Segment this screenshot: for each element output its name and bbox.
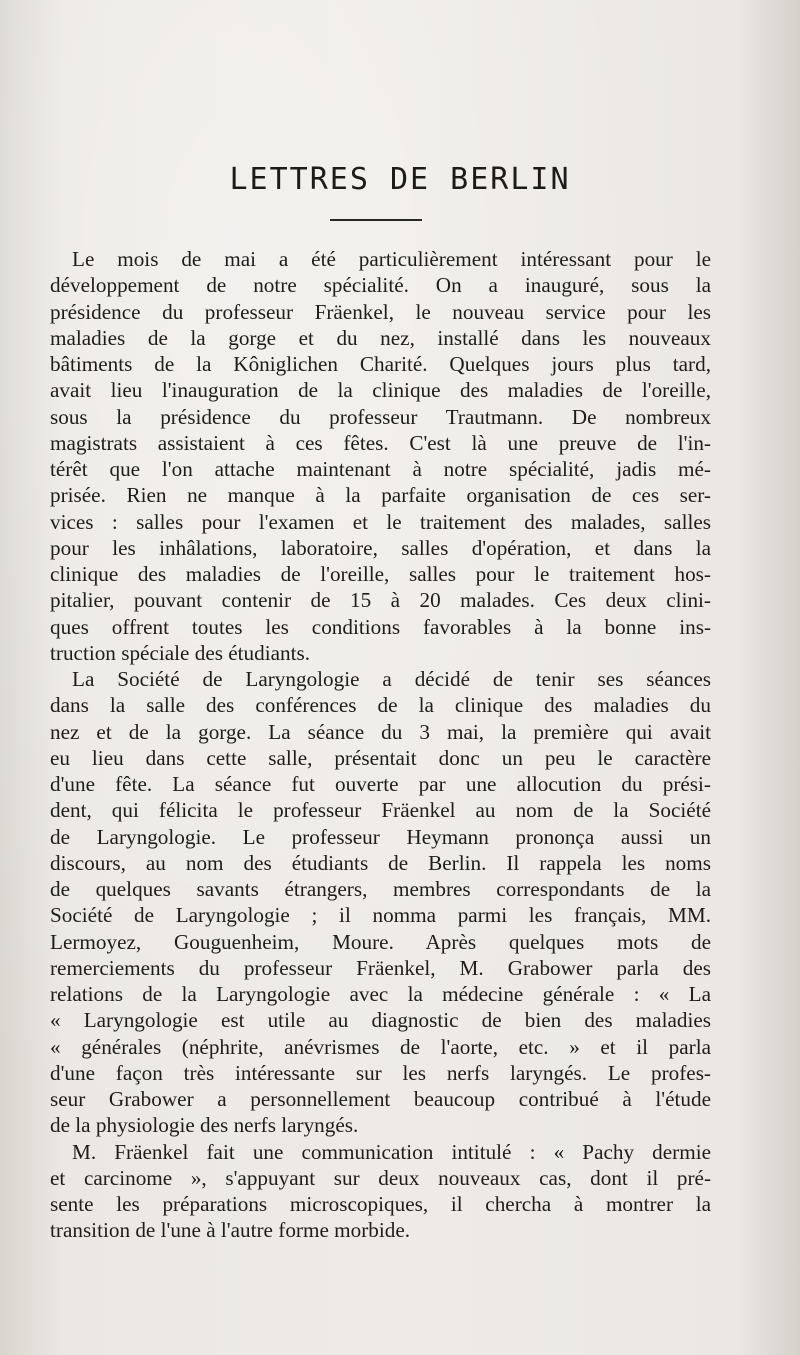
text-line: prisée. Rien ne manque à la parfaite organisation de ces ser- <box>50 483 711 508</box>
text-line: clinique des maladies de l'oreille, salles pour le traitement hos- <box>50 562 711 586</box>
text-line: dans la salle des conférences de la clinique des maladies du <box>50 693 711 718</box>
text-line: « Laryngologie est utile au diagnostic de bien des maladies <box>50 1008 711 1033</box>
text-line: présidence du professeur Fräenkel, le nouveau service pour les <box>50 299 711 324</box>
text-line: d'une fête. La séance fut ouverte par une allocution du prési- <box>50 772 711 796</box>
text-line: relations de la Laryngologie avec la médecine générale : « La <box>50 982 711 1006</box>
text-line: maladies de la gorge et du nez, installé dans les nouveaux <box>50 325 711 350</box>
text-line: Lermoyez, Gouguenheim, Moure. Après quelques mots de <box>50 929 711 954</box>
paragraph-2 <box>50 666 711 1139</box>
paragraph-1 <box>50 246 711 666</box>
text-line: sente les préparations microscopiques, il chercha à montrer la <box>50 1192 711 1216</box>
text-line: « générales (néphrite, anévrismes de l'aorte, etc. » et il parla <box>50 1034 711 1059</box>
text-line: nez et de la gorge. La séance du 3 mai, la première qui avait <box>50 719 711 744</box>
text-line: pour les inhâlations, laboratoire, salles d'opération, et dans la <box>50 535 711 560</box>
text-line: remerciements du professeur Fräenkel, M. Grabower parla des <box>50 955 711 980</box>
text-line: ques offrent toutes les conditions favorables à la bonne ins- <box>50 614 711 639</box>
text-line: vices : salles pour l'examen et le traitement des malades, salles <box>50 509 711 534</box>
text-line: Le mois de mai a été particulièrement intéressant pour le <box>72 247 711 271</box>
text-line: magistrats assistaient à ces fêtes. C'est là une preuve de l'in- <box>50 430 711 455</box>
text-line: de quelques savants étrangers, membres correspondants de la <box>50 877 711 901</box>
article-title: LETTRES DE BERLIN <box>229 162 571 197</box>
text-line: avait lieu l'inauguration de la clinique des maladies de l'oreille, <box>50 378 711 403</box>
text-line: seur Grabower a personnellement beaucoup contribué à l'étude <box>50 1087 711 1111</box>
text-line: sous la présidence du professeur Trautmann. De nombreux <box>50 404 711 429</box>
text-line: dent, qui félicita le professeur Fräenkel au nom de la Société <box>50 798 711 823</box>
text-line: d'une façon très intéressante sur les nerfs laryngés. Le profes- <box>50 1060 711 1085</box>
text-line: de la physiologie des nerfs laryngés. <box>50 1113 359 1138</box>
text-line: et carcinome », s'appuyant sur deux nouveaux cas, dont il pré- <box>50 1165 711 1190</box>
text-line: térêt que l'on attache maintenant à notre spécialité, jadis mé- <box>50 457 711 481</box>
paragraph-3 <box>50 1139 711 1244</box>
text-line: La Société de Laryngologie a décidé de tenir ses séances <box>72 667 711 691</box>
article-body <box>50 246 711 1244</box>
text-line: Société de Laryngologie ; il nomma parmi les français, MM. <box>50 903 711 928</box>
text-line: discours, au nom des étudiants de Berlin. Il rappela les noms <box>50 850 711 875</box>
title-rule <box>330 219 422 221</box>
text-line: développement de notre spécialité. On a inauguré, sous la <box>50 273 711 298</box>
text-line: de Laryngologie. Le professeur Heymann prononça aussi un <box>50 824 711 849</box>
text-line: transition de l'une à l'autre forme morbide. <box>50 1218 411 1243</box>
text-line: eu lieu dans cette salle, présentait donc un peu le caractère <box>50 745 711 770</box>
text-line: bâtiments de la Kôniglichen Charité. Quelques jours plus tard, <box>50 352 711 376</box>
text-line: pitalier, pouvant contenir de 15 à 20 malades. Ces deux clini- <box>50 588 711 613</box>
text-line: M. Fräenkel fait une communication intitulé : « Pachy dermie <box>72 1139 711 1164</box>
text-line: truction spéciale des étudiants. <box>50 640 311 665</box>
